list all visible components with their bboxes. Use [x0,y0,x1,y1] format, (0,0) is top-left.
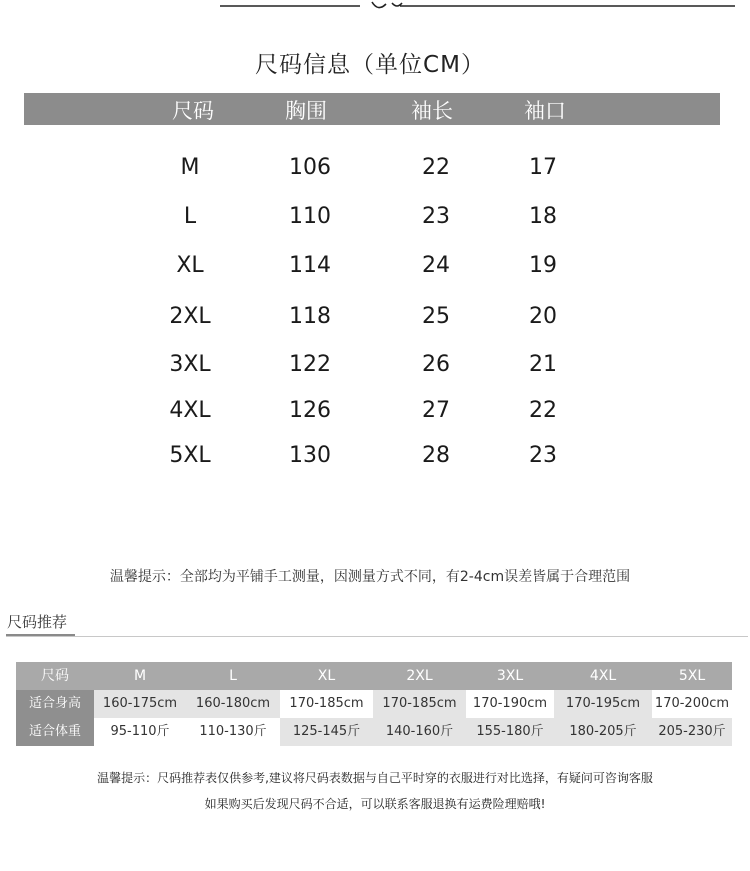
recommend-weight-cell: 180-205斤 [554,718,652,746]
size-row-sleeve-length-cell: 26 [422,352,450,377]
recommend-height-cell: 160-180cm [186,690,280,718]
size-row-chest-cell: 126 [289,398,331,423]
recommend-header-size: XL [280,662,373,690]
recommend-weight-cell: 155-180斤 [466,718,554,746]
recommend-height-cell: 170-185cm [289,696,364,711]
size-row-sleeve-length-cell: 25 [422,304,450,329]
recommend-header-size: L [186,662,280,690]
size-row-size-cell: 5XL [169,443,211,468]
size-row-cuff-cell: 20 [529,304,557,329]
recommend-weight-cell: 140-160斤 [373,718,466,746]
recommend-table [16,662,732,746]
header-size: 尺码 [172,99,214,123]
header-cuff: 袖口 [524,99,566,123]
recommend-height-cell: 170-195cm [554,690,652,718]
recommend-weight-cell: 110-130斤 [199,724,267,739]
recommend-title: 尺码推荐 [7,613,68,631]
size-row-chest-cell: 122 [289,352,331,377]
size-row-cuff-cell: 22 [529,398,557,423]
recommend-header-size: M [94,662,186,690]
recommend-height-cell: 170-190cm [472,696,548,711]
size-row-cuff-cell: 17 [529,155,557,180]
recommend-header-size: 2XL [373,662,466,690]
size-row-chest-cell: 130 [289,443,331,468]
recommend-row-label: 适合身高 [16,690,94,718]
size-row-cuff-cell: 23 [529,443,557,468]
recommend-weight-cell: 125-145斤 [280,718,373,746]
recommend-row-label: 适合体重 [16,718,94,746]
size-row-cuff-cell: 21 [529,352,557,377]
size-row-size-cell: XL [176,253,204,278]
header-chest: 胸围 [285,99,327,123]
page-title: 尺码信息（单位CM） [255,52,485,78]
recommend-height-cell: 170-185cm [373,690,466,718]
size-row-sleeve-length-cell: 28 [422,443,450,468]
size-row-size-cell: L [183,204,197,229]
recommend-height-cell: 170-200cm [654,696,730,711]
recommend-height-cell: 160-175cm [94,690,186,718]
size-row-chest-cell: 114 [289,253,331,278]
size-row-size-cell: M [180,155,200,180]
size-row-chest-cell: 110 [289,204,331,229]
size-row-size-cell: 2XL [169,304,211,329]
recommend-note-line2: 如果购买后发现尺码不合适，可以联系客服退换有运费险理赔哦! [204,797,546,811]
size-row-size-cell: 4XL [169,398,211,423]
recommend-header-size: 5XL [652,662,732,690]
recommend-header-label: 尺码 [16,662,94,690]
size-row-size-cell: 3XL [169,352,211,377]
size-row-sleeve-length-cell: 27 [422,398,450,423]
header-sleeve-length: 袖长 [411,99,453,123]
size-row-cuff-cell: 19 [529,253,557,278]
recommend-header-size: 3XL [466,662,554,690]
size-row-chest-cell: 106 [289,155,331,180]
size-row-chest-cell: 118 [289,304,331,329]
size-row-sleeve-length-cell: 23 [422,204,450,229]
size-row-sleeve-length-cell: 24 [422,253,450,278]
size-row-sleeve-length-cell: 22 [422,155,450,180]
measurement-note: 温馨提示：全部均为平铺手工测量，因测量方式不同，有2-4cm误差皆属于合理范围 [109,569,631,585]
size-row-cuff-cell: 18 [529,204,557,229]
recommend-header-size: 4XL [554,662,652,690]
recommend-weight-cell: 205-230斤 [652,718,732,746]
recommend-weight-cell: 95-110斤 [110,724,170,739]
recommend-note-line1: 温馨提示：尺码推荐表仅供参考,建议将尺码表数据与自己平时穿的衣服进行对比选择，有疑问可咨询客服 [97,771,653,785]
recommend-divider [6,636,748,637]
